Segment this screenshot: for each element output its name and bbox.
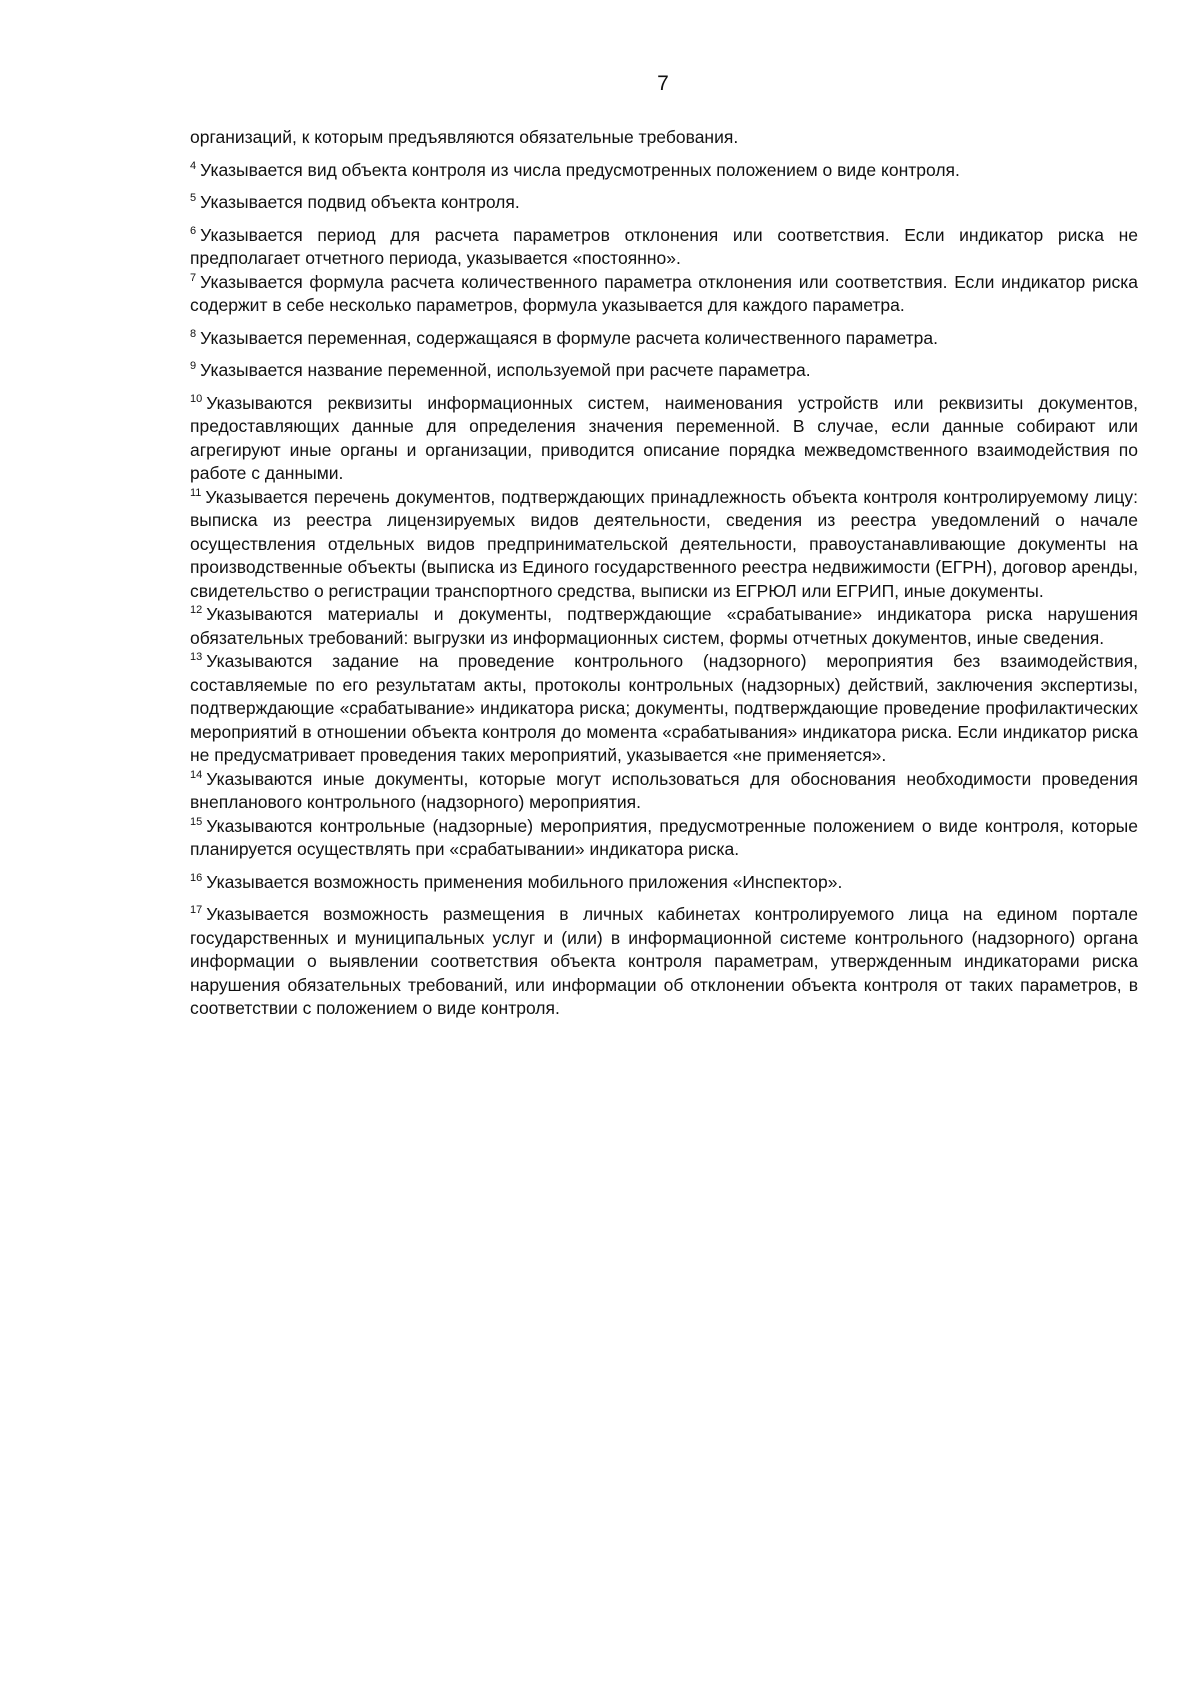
footnote-text: Указывается подвид объекта контроля. [200, 192, 520, 212]
footnote-text: Указываются задание на проведение контрольного (надзорного) мероприятия без взаимодействия, составляемые по его результатам акты, протоколы контрольных (надзорных) действий, заключения экспертизы, подтверждающие «срабатывание» индикатора риска; документы, подтверждающие проведение профилактических мероприятий в отношении объекта контроля до момента «срабатывания» индикатора риска. Если индикатор риска не предусматривает проведения таких мероприятий, указывается «не применяется». [190, 651, 1138, 765]
footnote-continuation [190, 126, 1138, 150]
footnote-13 [190, 650, 1138, 768]
footnote-4 [190, 159, 1138, 183]
footnote-mark: 15 [190, 815, 203, 828]
page-number: 7 [657, 72, 669, 95]
footnote-mark: 14 [190, 768, 203, 781]
footnote-text: Указывается возможность применения мобильного приложения «Инспектор». [206, 871, 843, 892]
footnote-text: организаций, к которым предъявляются обязательные требования. [190, 127, 739, 147]
footnote-text: Указывается вид объекта контроля из числа предусмотренных положением о виде контроля. [200, 159, 960, 180]
footnote-mark: 8 [190, 327, 197, 340]
footnote-text: Указываются иные документы, которые могут использоваться для обоснования необходимости проведения внепланового контрольного (надзорного) мероприятия. [190, 768, 1138, 812]
footnote-mark: 12 [190, 604, 203, 617]
footnote-16 [190, 871, 1138, 895]
footnote-mark: 11 [190, 486, 202, 499]
footnote-10 [190, 392, 1138, 486]
footnote-5 [190, 191, 1138, 215]
footnote-mark: 16 [190, 871, 203, 884]
footnote-11 [190, 486, 1138, 604]
footnote-text: Указываются контрольные (надзорные) мероприятия, предусмотренные положением о виде контроля, которые планируется осуществлять при «срабатывании» индикатора риска. [190, 815, 1138, 859]
footnote-mark: 7 [190, 271, 197, 284]
footnote-15 [190, 815, 1138, 862]
footnote-text: Указывается формула расчета количественного параметра отклонения или соответствия. Если индикатор риска содержит в себе несколько параметров, формула указывается для каждого параметра. [190, 271, 1138, 315]
footnote-text: Указываются реквизиты информационных систем, наименования устройств или реквизиты документов, предоставляющих данные для определения значения переменной. В случае, если данные собирают или агрегируют иные органы и организации, приводится описание порядка межведомственного взаимодействия по работе с данными. [190, 392, 1138, 483]
footnote-text: Указываются материалы и документы, подтверждающие «срабатывание» индикатора риска нарушения обязательных требований: выгрузки из информационных систем, формы отчетных документов, иные сведения. [190, 604, 1138, 648]
footnotes-list [190, 126, 1138, 1021]
footnote-9 [190, 359, 1138, 383]
footnote-text: Указывается возможность размещения в личных кабинетах контролируемого лица на едином портале государственных и муниципальных услуг и (или) в информационной системе контрольного (надзорного) органа информации о выявлении соответствия объекта контроля параметрам, утвержденным индикаторами риска нарушения обязательных требований, или информации об отклонении объекта контроля от таких параметров, в соответствии с положением о виде контроля. [190, 904, 1138, 1018]
footnote-12 [190, 603, 1138, 650]
footnote-17 [190, 903, 1138, 1021]
footnote-mark: 13 [190, 651, 203, 664]
footnote-mark: 9 [190, 360, 197, 373]
footnote-mark: 17 [190, 904, 203, 917]
footnote-text: Указывается период для расчета параметров отклонения или соответствия. Если индикатор риска не предполагает отчетного периода, указывается «постоянно». [190, 224, 1138, 268]
footnote-7 [190, 271, 1138, 318]
footnote-mark: 5 [190, 192, 197, 205]
footnote-text: Указывается перечень документов, подтверждающих принадлежность объекта контроля контролируемому лицу: выписка из реестра лицензируемых видов деятельности, сведения из реестра уведомлений о начале осуществления отдельных видов предпринимательской деятельности, правоустанавливающие документы на производственные объекты (выписка из Единого государственного реестра недвижимости (ЕГРН), договор аренды, свидетельство о регистрации транспортного средства, выписки из ЕГРЮЛ или ЕГРИП, иные документы. [190, 486, 1138, 601]
footnote-14 [190, 768, 1138, 815]
footnote-8 [190, 327, 1138, 351]
footnote-text: Указывается название переменной, используемой при расчете параметра. [200, 360, 811, 380]
footnote-mark: 6 [190, 224, 197, 237]
footnote-mark: 4 [190, 159, 197, 172]
footnote-6 [190, 224, 1138, 271]
footnote-mark: 10 [190, 392, 203, 405]
footnote-text: Указывается переменная, содержащаяся в формуле расчета количественного параметра. [200, 327, 938, 348]
